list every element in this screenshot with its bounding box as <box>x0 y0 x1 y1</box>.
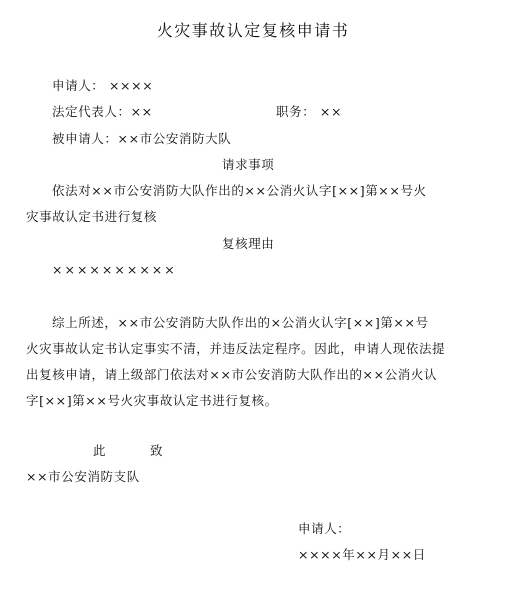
reason-heading: 复核理由 <box>222 236 275 251</box>
reason-body: ×××××××××× <box>52 262 177 277</box>
request-heading: 请求事项 <box>222 157 275 172</box>
conclusion-line-1: 综上所述，××市公安消防大队作出的×公消火认字[××]第××号 <box>52 315 429 330</box>
conclusion-line-4: 字[××]第××号火灾事故认定书进行复核。 <box>26 393 278 408</box>
signature-label: 申请人： <box>298 521 351 536</box>
request-text-line-1: 依法对××市公安消防大队作出的××公消火认字[××]第××号火 <box>52 183 427 198</box>
document-title: 火灾事故认定复核申请书 <box>156 21 350 40</box>
legal-representative-line: 法定代表人：×× <box>52 104 153 119</box>
conclusion-line-3: 出复核申请，请上级部门依法对××市公安消防大队作出的××公消火认 <box>26 367 438 382</box>
request-text-line-2: 灾事故认定书进行复核 <box>26 209 158 224</box>
applicant-line: 申请人： ×××× <box>52 78 154 93</box>
addressee: ××市公安消防支队 <box>26 469 140 484</box>
respondent-line: 被申请人：××市公安消防大队 <box>52 131 232 146</box>
conclusion-line-2: 火灾事故认定书认定事实不清，并违反法定程序。因此，申请人现依法提 <box>26 341 446 356</box>
position-line: 职务： ×× <box>276 104 343 119</box>
signature-date: ××××年××月××日 <box>298 547 426 562</box>
closing-zhi: 致 <box>150 443 164 458</box>
closing-ci: 此 <box>93 443 107 458</box>
